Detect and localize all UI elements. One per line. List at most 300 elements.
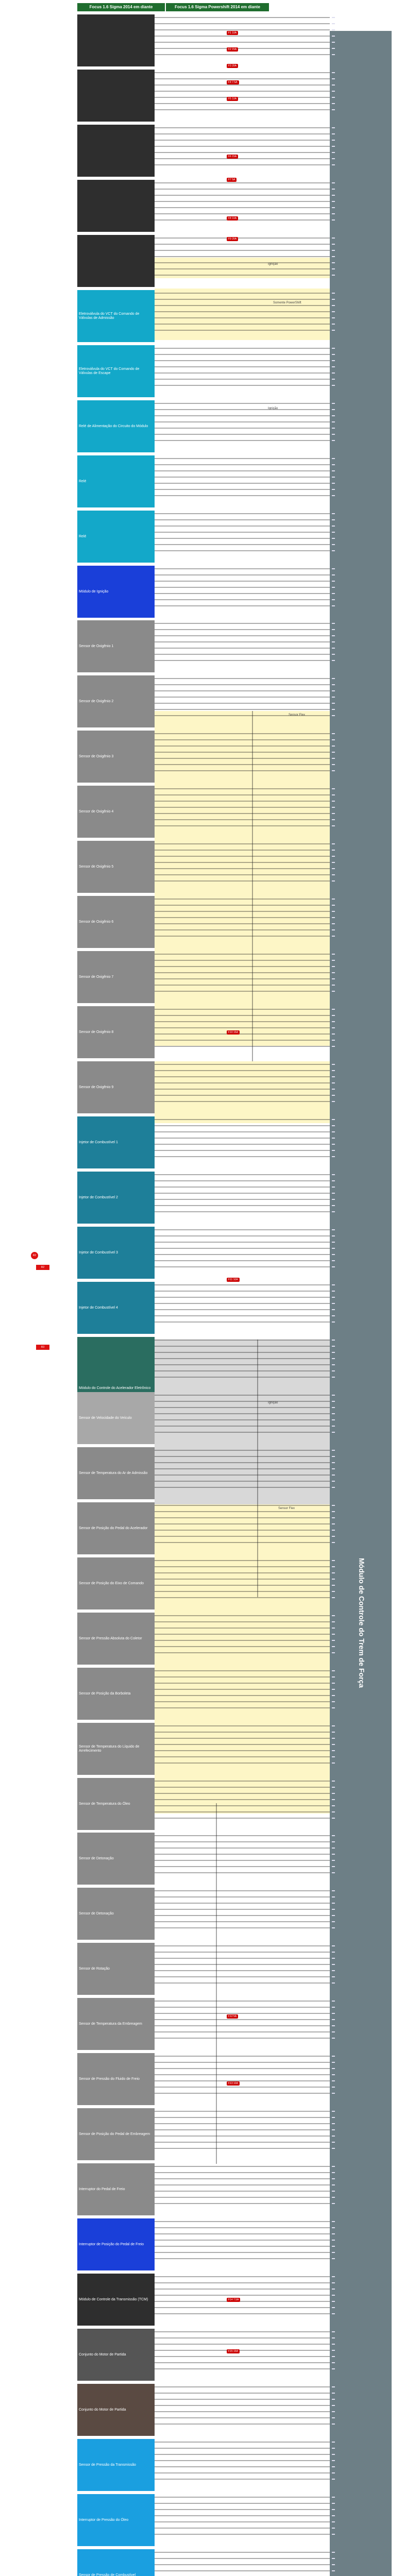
pcm-pin: [332, 1070, 335, 1071]
pcm-pin: [332, 1377, 335, 1378]
fuse-label: F14 7.5A: [227, 2298, 240, 2302]
pcm-pin: [332, 17, 335, 18]
pcm-pin: [332, 1903, 335, 1904]
pcm-pin: [332, 1958, 335, 1959]
pcm-pin: [332, 1701, 335, 1702]
pcm-pin: [332, 72, 335, 73]
pcm-pin: [332, 29, 335, 30]
pcm-pin: [332, 1835, 335, 1836]
pcm-pin: [332, 678, 335, 679]
pcm-pin: [332, 195, 335, 196]
pcm-pin: [332, 1291, 335, 1292]
pcm-pin: [332, 2411, 335, 2412]
component-c45: [77, 2439, 155, 2491]
component-c28: [77, 1502, 155, 1554]
fuse-label: F3 20A: [227, 64, 238, 68]
pcm-pin: [332, 1352, 335, 1353]
pcm-pin: [332, 1021, 335, 1022]
pcm-pin: [332, 1364, 335, 1365]
pcm-pin: [332, 36, 335, 37]
fuse-label: F13 10A: [227, 2081, 240, 2086]
pcm-pin: [332, 2093, 335, 2094]
relay-marker: R2: [31, 1252, 38, 1259]
pcm-pin: [332, 880, 335, 882]
relay-box: R3: [36, 1345, 49, 1350]
pcm-pin: [332, 477, 335, 478]
pcm-pin: [332, 739, 335, 740]
component-c26: [77, 1392, 155, 1444]
component-label: Injetor de Combustível 2: [79, 1195, 118, 1199]
pcm-pin: [332, 2087, 335, 2088]
pcm-pin: [332, 2301, 335, 2302]
component-c24: [77, 1282, 155, 1334]
pcm-pin: [332, 1101, 335, 1102]
pcm-pin: [332, 415, 335, 416]
note-ignition-3: Ignição: [268, 1401, 278, 1404]
pcm-pin: [332, 2074, 335, 2075]
pcm-pin: [332, 985, 335, 986]
pcm-pin: [332, 850, 335, 851]
pcm-pin: [332, 1284, 335, 1285]
component-c6: [77, 290, 155, 342]
pcm-pin: [332, 2558, 335, 2559]
pcm-pin: [332, 1340, 335, 1341]
component-label: Sensor de Temperatura do Óleo: [79, 1802, 130, 1806]
component-label: Sensor de Posição do Eixo de Comando: [79, 1581, 144, 1585]
pcm-pin: [332, 2001, 335, 2002]
component-c38: [77, 2053, 155, 2105]
pcm-pin: [332, 189, 335, 190]
component-label: Sensor de Temperatura da Embreagem: [79, 2022, 142, 2026]
pcm-pin: [332, 1517, 335, 1518]
pcm-pin: [332, 268, 335, 269]
pcm-pin: [332, 1199, 335, 1200]
component-label: Interruptor de Pressão do Óleo: [79, 2518, 129, 2522]
pcm-pin: [332, 201, 335, 202]
component-c34: [77, 1833, 155, 1885]
relay-box: R2: [36, 1265, 49, 1270]
pcm-pin: [332, 526, 335, 527]
pcm-pin: [332, 972, 335, 973]
pcm-pin: [332, 654, 335, 655]
component-label: Sensor de Detonação: [79, 1911, 114, 1916]
pcm-pin: [332, 256, 335, 257]
pcm-pin: [332, 1315, 335, 1316]
pcm-pin: [332, 213, 335, 214]
pcm-pin: [332, 587, 335, 588]
pcm-pin: [332, 403, 335, 404]
pcm-pin: [332, 2417, 335, 2418]
pcm-pin: [332, 2007, 335, 2008]
pcm-pin: [332, 495, 335, 496]
fuse-label: F6 15A: [227, 155, 238, 159]
pcm-pin: [332, 140, 335, 141]
component-label: Módulo de Ignição: [79, 589, 109, 594]
note-sensor-flex-2: Sensor Flex: [278, 1507, 295, 1510]
component-c1: [77, 14, 155, 66]
pcm-pin: [332, 311, 335, 312]
pcm-pin: [332, 244, 335, 245]
pcm-pin: [332, 991, 335, 992]
pcm-pin: [332, 1505, 335, 1506]
component-label: Sensor de Oxigênio 8: [79, 1030, 114, 1034]
component-label: Sensor de Posição do Pedal do Acelerador: [79, 1526, 148, 1530]
pcm-pin: [332, 1621, 335, 1622]
pcm-pin: [332, 97, 335, 98]
pcm-pin: [332, 458, 335, 459]
pcm-pin: [332, 843, 335, 844]
pcm-pin: [332, 2062, 335, 2063]
component-c5: [77, 235, 155, 287]
pcm-pin: [332, 1579, 335, 1580]
pcm-pin: [332, 929, 335, 930]
pcm-pin: [332, 2570, 335, 2571]
pcm-pin: [332, 770, 335, 771]
component-c46: [77, 2494, 155, 2546]
component-c32: [77, 1723, 155, 1775]
pcm-pin: [332, 1095, 335, 1096]
pcm-pin: [332, 409, 335, 410]
pcm-pin: [332, 1841, 335, 1842]
pcm-pin: [332, 752, 335, 753]
component-label: Conjunto do Motor de Partida: [79, 2352, 126, 2357]
fuse-label: F5 10A: [227, 97, 238, 101]
pcm-pin: [332, 1346, 335, 1347]
pcm-pin: [332, 1866, 335, 1867]
pcm-pin: [332, 519, 335, 520]
pcm-pin: [332, 1628, 335, 1629]
pcm-pin: [332, 42, 335, 43]
fuse-label: F10 15A: [227, 1030, 240, 1035]
pcm-pin: [332, 91, 335, 92]
component-c20: [77, 1061, 155, 1113]
fuse-label: F12 5A: [227, 2014, 238, 2019]
pcm-pin: [332, 1395, 335, 1396]
pcm-pin: [332, 574, 335, 575]
component-label: Sensor de Pressão Absoluta do Coletor: [79, 1636, 142, 1640]
pcm-pin: [332, 1015, 335, 1016]
pcm-pin: [332, 2466, 335, 2467]
pcm-pin: [332, 1125, 335, 1126]
pcm-pin: [332, 1432, 335, 1433]
pcm-pin: [332, 788, 335, 789]
component-c13: [77, 675, 155, 727]
pcm-pin: [332, 1964, 335, 1965]
pcm-pin: [332, 978, 335, 979]
pcm-pin: [332, 2166, 335, 2167]
pcm-pin: [332, 483, 335, 484]
pcm-pin: [332, 293, 335, 294]
component-label: Relé: [79, 479, 87, 483]
pcm-pin: [332, 54, 335, 55]
pcm-pin: [332, 1872, 335, 1873]
component-label: Injetor de Combustível 1: [79, 1140, 118, 1144]
component-label: Sensor de Oxigênio 3: [79, 754, 114, 758]
component-c3: [77, 125, 155, 177]
pcm-pin: [332, 2307, 335, 2308]
pcm-pin: [332, 1487, 335, 1488]
pcm-pin: [332, 1585, 335, 1586]
pcm-pin: [332, 317, 335, 318]
component-label: Sensor de Oxigênio 7: [79, 975, 114, 979]
pcm-pin: [332, 2258, 335, 2259]
component-label: Sensor de Oxigênio 4: [79, 809, 114, 814]
component-c15: [77, 786, 155, 838]
component-c10: [77, 511, 155, 563]
pcm-pin: [332, 1725, 335, 1726]
pcm-pin: [332, 158, 335, 159]
pcm-pin: [332, 1426, 335, 1427]
pcm-pin: [332, 1370, 335, 1371]
pcm-pin: [332, 2221, 335, 2222]
pcm-pin: [332, 605, 335, 606]
pcm-pin: [332, 366, 335, 367]
pcm-pin: [332, 745, 335, 747]
pcm-pin: [332, 1248, 335, 1249]
pcm-pin: [332, 807, 335, 808]
pcm-pin: [332, 133, 335, 134]
component-c43: [77, 2329, 155, 2381]
pcm-pin: [332, 550, 335, 551]
pcm-pin: [332, 78, 335, 79]
pcm-pin: [332, 794, 335, 795]
pcm-pin: [332, 1260, 335, 1261]
pcm-pin: [332, 2142, 335, 2143]
pcm-pin: [332, 2136, 335, 2137]
pcm-pin: [332, 703, 335, 704]
component-label: Sensor de Pressão de Combustível: [79, 2573, 136, 2576]
pcm-pin: [332, 2350, 335, 2351]
pcm-pin: [332, 1046, 335, 1047]
component-label: Sensor de Temperatura do Ar de Admissão: [79, 1471, 148, 1475]
pcm-pin: [332, 538, 335, 539]
pcm-pin: [332, 1732, 335, 1733]
pcm-pin: [332, 48, 335, 49]
header-left-title: Focus 1.6 Sigma 2014 em diante: [77, 3, 165, 11]
fuse-label: F11 10A: [227, 1278, 240, 1282]
pcm-pin: [332, 966, 335, 967]
fuse-label: F15 15A: [227, 2349, 240, 2353]
pcm-pin: [332, 2233, 335, 2234]
pcm-pin: [332, 1848, 335, 1849]
pcm-pin: [332, 275, 335, 276]
pcm-pin: [332, 2111, 335, 2112]
component-label: Sensor de Pressão do Fluido de Freio: [79, 2077, 140, 2081]
pcm-pin: [332, 1150, 335, 1151]
component-label: Módulo do Controle do Acelerador Eletrônico: [79, 1386, 151, 1390]
pcm-pin: [332, 697, 335, 698]
pcm-pin: [332, 1818, 335, 1819]
pcm-pin: [332, 905, 335, 906]
pcm-pin: [332, 1909, 335, 1910]
pcm-pin: [332, 2460, 335, 2461]
pcm-pin: [332, 1560, 335, 1561]
pcm-pin: [332, 1952, 335, 1953]
component-c27: [77, 1447, 155, 1499]
component-c11: [77, 566, 155, 618]
pcm-pin: [332, 1927, 335, 1928]
pcm-pin: [332, 2031, 335, 2032]
pcm-pin: [332, 2276, 335, 2277]
component-c39: [77, 2108, 155, 2160]
pcm-pin: [332, 715, 335, 716]
pcm-pin: [332, 1033, 335, 1035]
pcm-pin: [332, 856, 335, 857]
pcm-pin: [332, 1358, 335, 1359]
pcm-pin: [332, 1401, 335, 1402]
pcm-pin: [332, 2295, 335, 2296]
component-label: Sensor de Oxigênio 9: [79, 1085, 114, 1089]
pcm-pin: [332, 2521, 335, 2522]
pcm-pin: [332, 1321, 335, 1323]
pcm-pin: [332, 758, 335, 759]
component-c17: [77, 896, 155, 948]
pcm-pin: [332, 1076, 335, 1077]
pcm-pin: [332, 2362, 335, 2363]
pcm-pin: [332, 1419, 335, 1420]
component-c16: [77, 841, 155, 893]
component-label: Sensor de Velocidade do Veículo: [79, 1416, 132, 1420]
component-label: Eletroválvula do VCT do Comando de Válvulas de Admissão: [79, 312, 140, 320]
pcm-pin: [332, 544, 335, 545]
component-c8: [77, 400, 155, 452]
pcm-pin: [332, 623, 335, 624]
pcm-pin: [332, 599, 335, 600]
pcm-pin: [332, 923, 335, 924]
pcm-pin: [332, 1174, 335, 1175]
pcm-pin: [332, 1468, 335, 1469]
fuse-label: F8 10A: [227, 216, 238, 221]
note-ignition-2: Ignição: [268, 407, 278, 410]
pcm-pin: [332, 1536, 335, 1537]
pcm-pin: [332, 1597, 335, 1598]
pcm-pin: [332, 733, 335, 734]
pcm-pin: [332, 2344, 335, 2345]
pcm-pin: [332, 428, 335, 429]
pcm-pin: [332, 911, 335, 912]
pcm-pin: [332, 1860, 335, 1861]
note-sensor-flex: Sensor Flex: [289, 714, 306, 717]
component-label: Interruptor do Pedal de Freio: [79, 2187, 125, 2191]
pcm-pin: [332, 874, 335, 875]
pcm-pin: [332, 1799, 335, 1800]
pcm-pin: [332, 581, 335, 582]
pcm-pin: [332, 2528, 335, 2529]
pcm-pin: [332, 2252, 335, 2253]
component-c33: [77, 1778, 155, 1830]
pcm-pin: [332, 1297, 335, 1298]
pcm-pin: [332, 1781, 335, 1782]
pcm-pin: [332, 1138, 335, 1139]
pcm-pin: [332, 1921, 335, 1922]
pcm-pin: [332, 152, 335, 153]
pcm-pin: [332, 219, 335, 221]
pcm-pin: [332, 1756, 335, 1757]
fuse-label: F7 5A: [227, 178, 237, 182]
pcm-pin: [332, 1229, 335, 1230]
pcm-pin: [332, 1064, 335, 1065]
pcm-pin: [332, 2080, 335, 2081]
pcm-pin: [332, 593, 335, 594]
header-right-title: Focus 1.6 Sigma Powershift 2014 em diante: [166, 3, 269, 11]
pcm-pin: [332, 1309, 335, 1310]
pcm-pin: [332, 2393, 335, 2394]
fuse-label: F2 15A: [227, 47, 238, 52]
pcm-pin: [332, 2442, 335, 2443]
component-c2: [77, 70, 155, 122]
component-c37: [77, 1998, 155, 2050]
pcm-pin: [332, 1040, 335, 1041]
component-c14: [77, 731, 155, 783]
pcm-pin: [332, 1646, 335, 1647]
component-c44: [77, 2384, 155, 2436]
pcm-pin: [332, 372, 335, 374]
pcm-pin: [332, 2564, 335, 2565]
pcm-pin: [332, 1413, 335, 1414]
pcm-pin: [332, 629, 335, 630]
pcm-pin: [332, 1634, 335, 1635]
component-c4: [77, 180, 155, 232]
pcm-pin: [332, 764, 335, 765]
pcm-pin: [332, 1896, 335, 1897]
component-label: Sensor de Detonação: [79, 1856, 114, 1860]
pcm-pin: [332, 1511, 335, 1512]
pcm-pin: [332, 1407, 335, 1408]
component-label: Sensor de Pressão da Transmissão: [79, 2463, 136, 2467]
fuse-label: F4 7.5A: [227, 80, 239, 84]
pcm-pin: [332, 2117, 335, 2118]
pcm-pin: [332, 1566, 335, 1567]
pcm-pin: [332, 1462, 335, 1463]
pcm-pin: [332, 2019, 335, 2020]
pcm-pin: [332, 1523, 335, 1524]
component-c40: [77, 2163, 155, 2215]
pcm-pin: [332, 434, 335, 435]
pcm-pin: [332, 813, 335, 814]
component-c18: [77, 951, 155, 1003]
component-c36: [77, 1943, 155, 1995]
pcm-pin: [332, 1707, 335, 1708]
pcm-pin: [332, 305, 335, 306]
component-label: Sensor de Rotação: [79, 1967, 110, 1971]
pcm-pin: [332, 330, 335, 331]
pcm-pin: [332, 2191, 335, 2192]
pcm-pin: [332, 2025, 335, 2026]
pcm-pin: [332, 1615, 335, 1616]
pcm-pin: [332, 2172, 335, 2173]
component-label: Sensor de Posição da Borboleta: [79, 1691, 131, 1696]
pcm-pin: [332, 1811, 335, 1812]
pcm-pin: [332, 2282, 335, 2283]
component-c30: [77, 1613, 155, 1665]
component-c31: [77, 1668, 155, 1720]
pcm-pin: [332, 660, 335, 661]
pcm-pin: [332, 1131, 335, 1132]
pcm-pin: [332, 2184, 335, 2185]
pcm-pin: [332, 1266, 335, 1267]
pcm-pin: [332, 1303, 335, 1304]
pcm-pin: [332, 2448, 335, 2449]
component-c29: [77, 1557, 155, 1609]
component-c22: [77, 1172, 155, 1224]
pcm-pin: [332, 470, 335, 471]
pcm-pin: [332, 684, 335, 685]
pcm-label: Módulo de Controle do Trem de Força: [358, 1557, 366, 1688]
pcm-pin: [332, 1750, 335, 1751]
pcm-pin: [332, 1591, 335, 1592]
pcm-pin: [332, 1187, 335, 1188]
pcm-pin: [332, 1456, 335, 1457]
